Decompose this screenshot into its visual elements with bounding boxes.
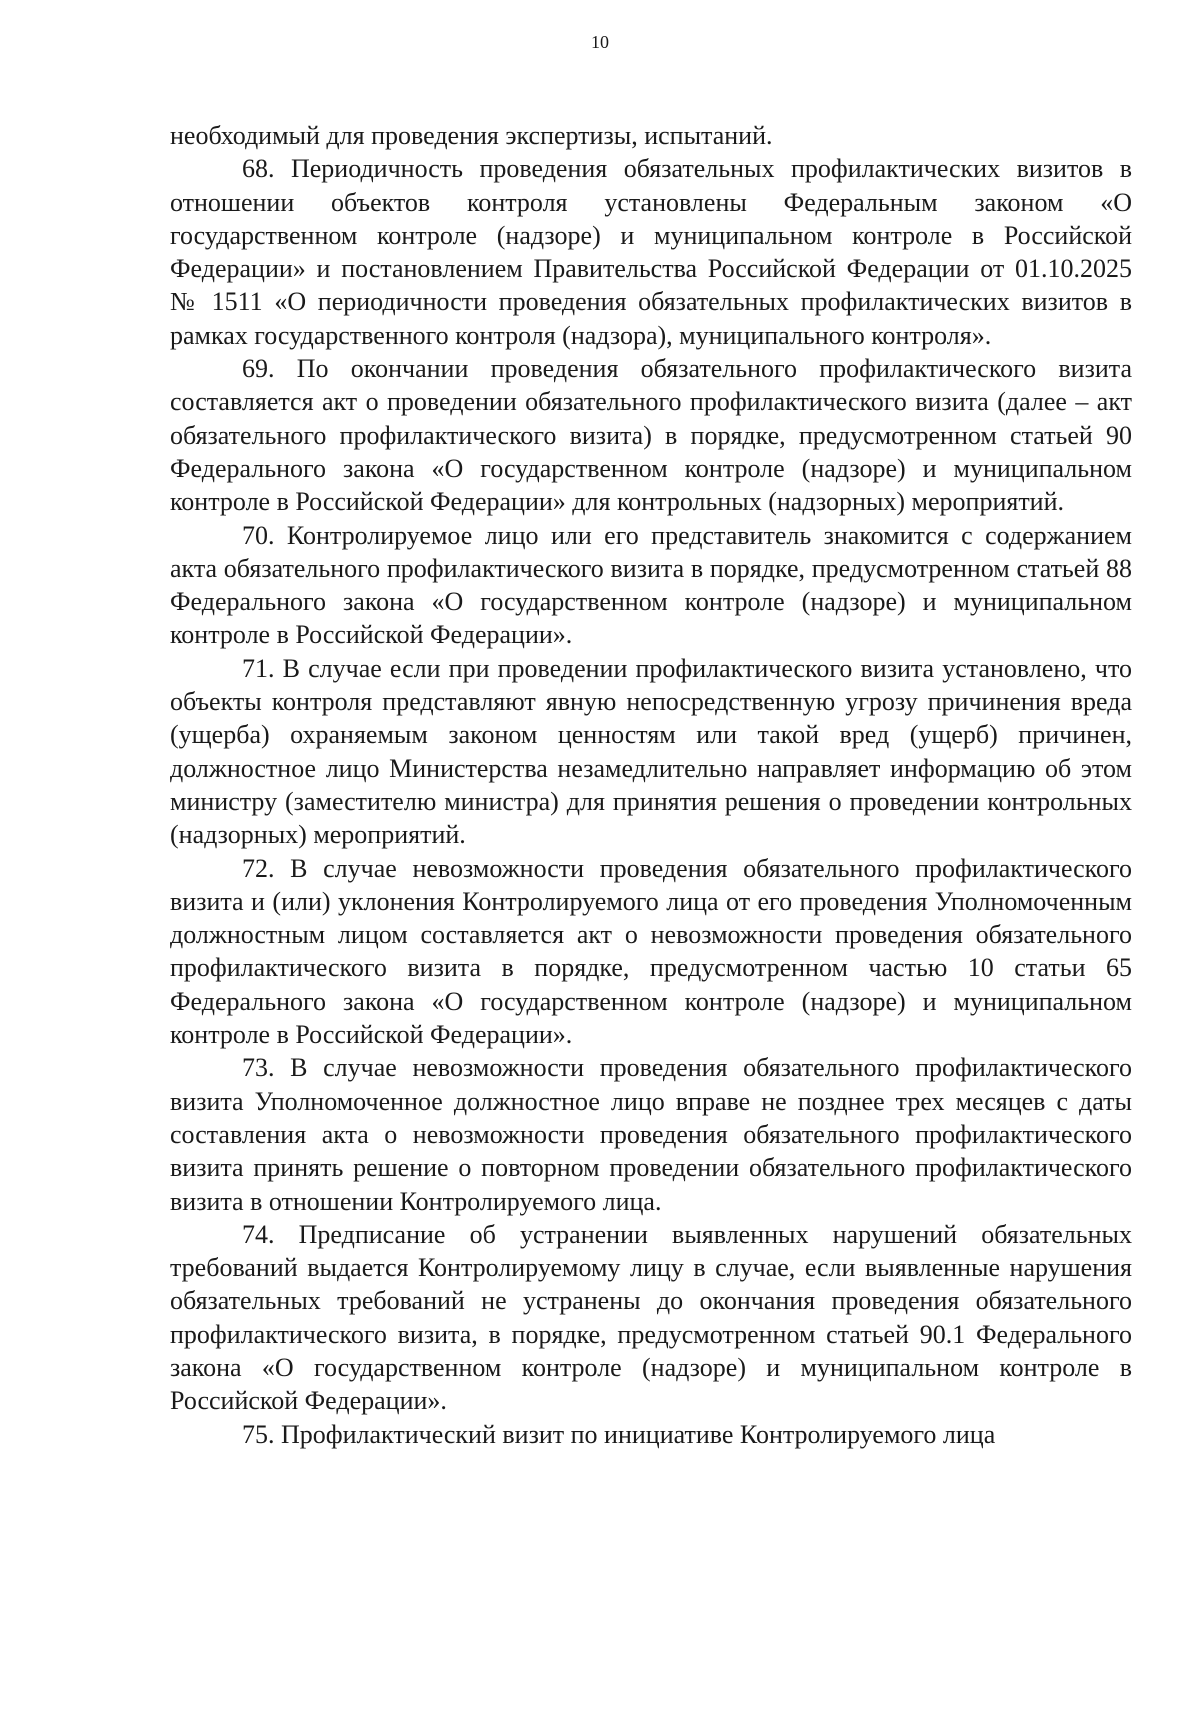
- paragraph-72: 72. В случае невозможности проведения обязательного профилактического визита и (или) уклонения Контролируемого лица от его проведения Уполномоченным должностным лицом составляется акт о невозможности проведения обязательного профилактического визита в порядке, предусмотренном частью 10 статьи 65 Федерального закона «О государственном контроле (надзоре) и муниципальном контроле в Российской Федерации».: [170, 853, 1132, 1050]
- paragraph-73: 73. В случае невозможности проведения обязательного профилактического визита Уполномоченное должностное лицо вправе не позднее трех месяцев с даты составления акта о невозможности проведения обязательного профилактического визита принять решение о повторном проведении обязательного профилактического визита в отношении Контролируемого лица.: [170, 1053, 1132, 1216]
- paragraph-71: 71. В случае если при проведении профилактического визита установлено, что объекты контроля представляют явную непосредственную угрозу причинения вреда (ущерба) охраняемым законом ценностям или такой вред (ущерб) причинен, должностное лицо Министерства незамедлительно направляет информацию об этом министру (заместителю министра) для принятия решения о проведении контрольных (надзорных) мероприятий.: [170, 653, 1132, 850]
- page-number: 10: [591, 32, 609, 52]
- paragraph-continuation: необходимый для проведения экспертизы, испытаний.: [170, 121, 773, 150]
- document-body: [170, 119, 1132, 1451]
- paragraph-68: 68. Периодичность проведения обязательных профилактических визитов в отношении объектов контроля установлены Федеральным законом «О государственном контроле (надзоре) и муниципальном контроле в Российской Федерации» и постановлением Правительства Российской Федерации от 01.10.2025 № 1511 «О периодичности проведения обязательных профилактических визитов в рамках государственного контроля (надзора), муниципального контроля».: [170, 154, 1132, 350]
- paragraph-70: 70. Контролируемое лицо или его представитель знакомится с содержанием акта обязательного профилактического визита в порядке, предусмотренном статьей 88 Федерального закона «О государственном контроле (надзоре) и муниципальном контроле в Российской Федерации».: [170, 520, 1132, 650]
- paragraph-69: 69. По окончании проведения обязательного профилактического визита составляется акт о проведении обязательного профилактического визита (далее – акт обязательного профилактического визита) в порядке, предусмотренном статьей 90 Федерального закона «О государственном контроле (надзоре) и муниципальном контроле в Российской Федерации» для контрольных (надзорных) мероприятий.: [170, 354, 1132, 517]
- paragraph-75: 75. Профилактический визит по инициативе Контролируемого лица: [242, 1419, 996, 1449]
- paragraph-74: 74. Предписание об устранении выявленных нарушений обязательных требований выдается Контролируемому лицу в случае, если выявленные нарушения обязательных требований не устранены до окончания проведения обязательного профилактического визита, в порядке, предусмотренном статьей 90.1 Федерального закона «О государственном контроле (надзоре) и муниципальном контроле в Российской Федерации».: [170, 1219, 1132, 1416]
